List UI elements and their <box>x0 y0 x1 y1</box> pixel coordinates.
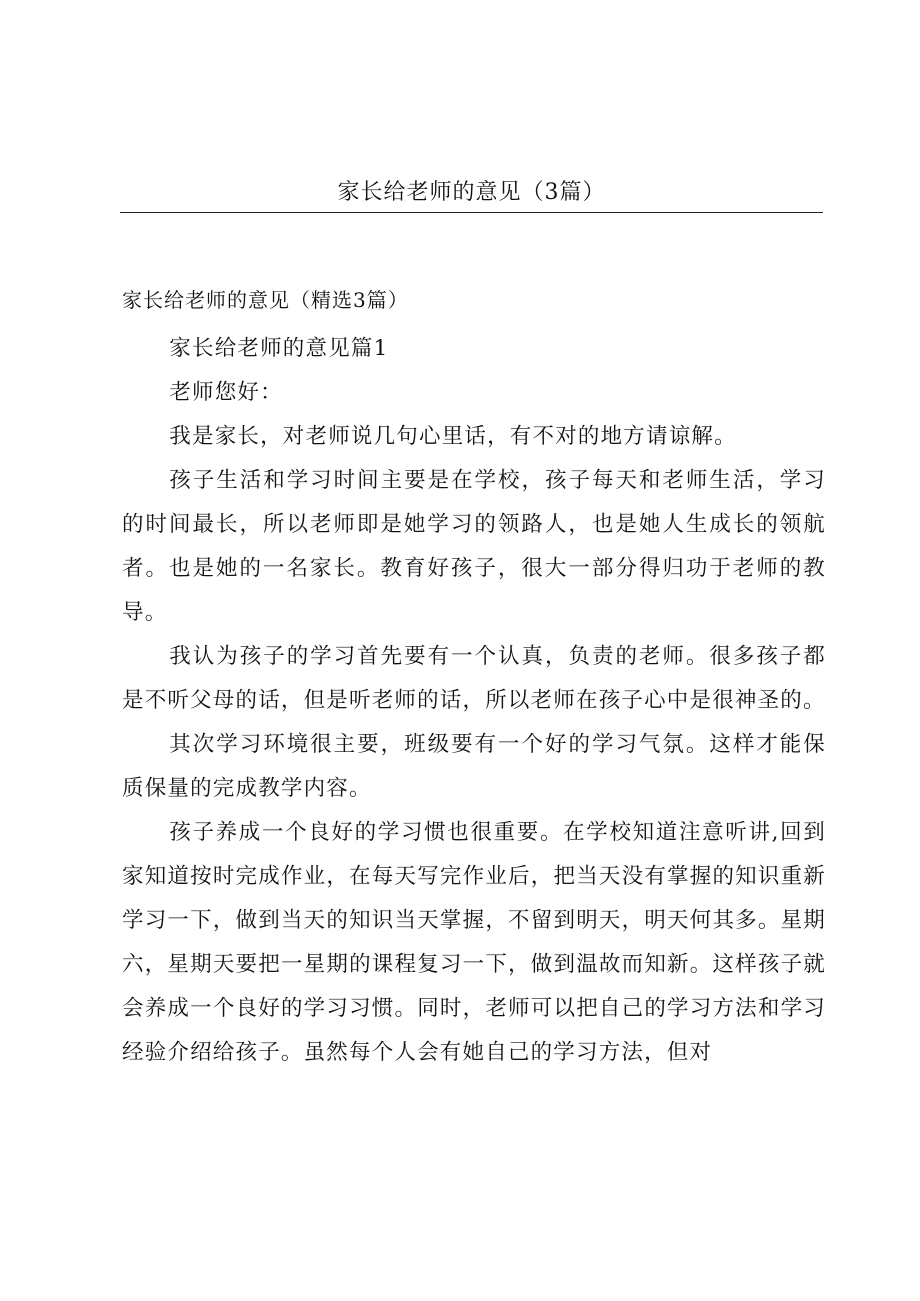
paragraph: 我认为孩子的学习首先要有一个认真，负责的老师。很多孩子都是不听父母的话，但是听老师的话，所以老师在孩子心中是很神圣的。 <box>122 644 826 713</box>
paragraph-section-heading: 家长给老师的意见篇1 <box>169 336 389 361</box>
document-subtitle: 家长给老师的意见（精选3篇） <box>122 288 409 312</box>
paragraph: 孩子养成一个良好的学习惯也很重要。在学校知道注意听讲,回到家知道按时完成作业，在每天写完作业后，把当天没有掌握的知识重新学习一下，做到当天的知识当天掌握，不留到明天，明天何其多。星期六，星期天要把一星期的课程复习一下，做到温故而知新。这样孩子就会养成一个良好的学习习惯。同时，老师可以把自己的学习方法和学习经验介绍给孩子。虽然每个人会有她自己的学习方法，但对 <box>122 820 826 1065</box>
paragraph-greeting: 老师您好： <box>169 380 283 405</box>
paragraph: 其次学习环境很主要，班级要有一个好的学习气氛。这样才能保质保量的完成教学内容。 <box>122 732 826 801</box>
document-body <box>122 327 826 1075</box>
paragraph: 我是家长，对老师说几句心里话，有不对的地方请谅解。 <box>169 424 737 449</box>
document-title: 家长给老师的意见（3篇） <box>337 180 606 205</box>
paragraph: 孩子生活和学习时间主要是在学校，孩子每天和老师生活，学习的时间最长，所以老师即是她学习的领路人，也是她人生成长的领航者。也是她的一名家长。教育好孩子，很大一部分得归功于老师的教导。 <box>122 468 826 625</box>
title-underline <box>120 212 823 213</box>
